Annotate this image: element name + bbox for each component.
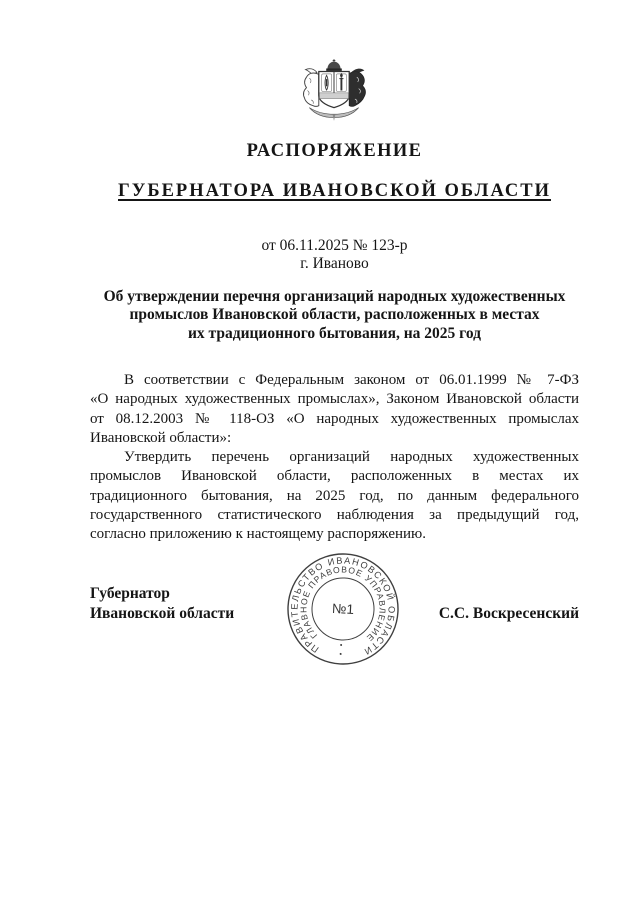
legal-department-stamp [285,551,401,667]
paragraph-legal-basis [90,371,579,448]
body-line: Ивановской области»: [90,429,232,446]
subject-line: Об утверждении перечня организаций народных художественных [103,288,566,305]
doc-type-title: РАСПОРЯЖЕНИЕ [246,141,423,161]
body-text [90,371,579,545]
body-line: государственного статистического наблюдения за предыдущий год, [90,507,579,524]
body-line: Утвердить перечень организаций народных художественных [124,449,579,466]
place-line: г. Иваново [300,255,369,272]
subject-line: промыслов Ивановской области, расположенных в местах [129,306,540,324]
date-number-line: от 06.11.2025 № 123-р [261,237,408,254]
signer-position-line: Губернатор [90,585,170,602]
authority-title: ГУБЕРНАТОРА ИВАНОВСКОЙ ОБЛАСТИ [118,181,551,201]
stamp-inner-ring-text: ГЛАВНОЕ ПРАВОВОЕ УПРАВЛЕНИЕ [298,564,388,644]
body-line: «О народных художественных промыслах», Законом Ивановской области [90,391,579,408]
body-line: от 08.12.2003 № 118-ОЗ «О народных художественных промыслах [90,410,579,427]
body-line: В соответствии с Федеральным законом от 06.01.1999 № 7-ФЗ [124,372,579,388]
paragraph-resolution [90,448,579,544]
stamp-inner-separator-dot [340,644,342,646]
stamp-number: №1 [331,600,355,618]
coat-of-arms-icon [296,59,372,122]
stamp-outer-separator-dot [340,653,342,655]
body-line: промыслов Ивановской области, расположенных в местах их [90,468,579,485]
subject-line: их традиционного бытования, на 2025 год [188,324,481,342]
signer-name: С.С. Воскресенский [438,605,579,622]
subject-heading [90,288,579,343]
body-line: традиционного бытования, на 2025 год, по данным федерального [90,487,579,504]
signer-position-line: Ивановской области [90,605,235,622]
stamp-outer-ring-text: ПРАВИТЕЛЬСТВО ИВАНОВСКОЙ ОБЛАСТИ [289,555,397,658]
body-line: согласно приложению к настоящему распоряжению. [90,526,427,543]
